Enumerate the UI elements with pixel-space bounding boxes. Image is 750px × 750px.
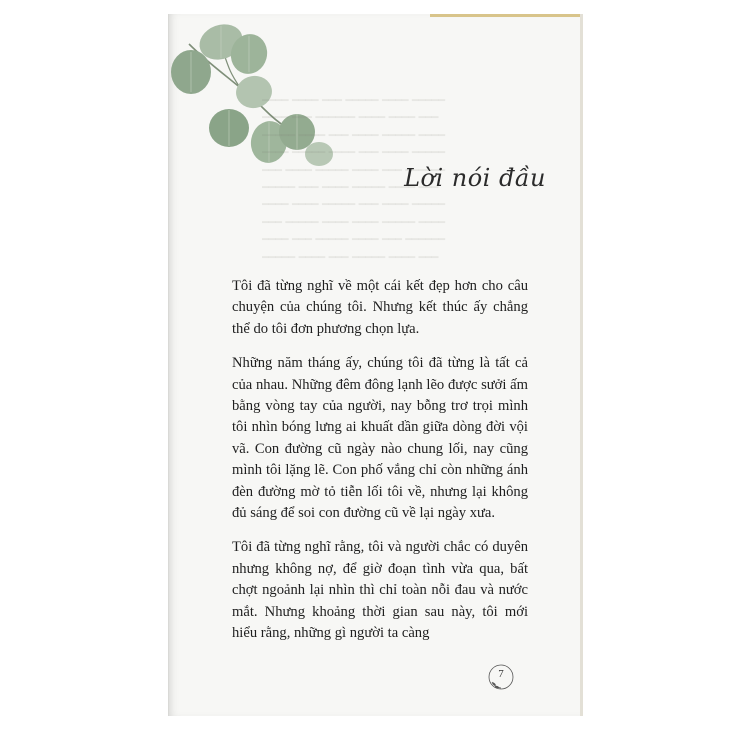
body-text (232, 276, 528, 658)
page-number: 7 (498, 668, 504, 680)
paragraph: Những năm tháng ấy, chúng tôi đã từng là tất cả của nhau. Những đêm đông lạnh lẽo được sưởi ấm bằng vòng tay của người, nay bỗng trơ trọi mình tôi nhìn bóng lưng ai khuất dần giữa dòng đời vội vã. Con đường cũ ngày nào chung lối, nay cũng mình tôi lặng lẽ. Con phố vắng chỉ còn những ánh đèn đường mờ tỏ tiễn lối tôi về, nhưng lại không đủ sáng để soi con đường cũ về lại ngày xưa. (232, 355, 528, 522)
paragraph: Tôi đã từng nghĩ về một cái kết đẹp hơn cho câu chuyện của chúng tôi. Nhưng kết thúc ấy chẳng thể do tôi đơn phương chọn lựa. (232, 278, 528, 337)
page-number-ornament (486, 662, 516, 692)
chapter-title: Lời nói đầu (404, 164, 546, 192)
page-edge-right (580, 14, 583, 716)
paragraph: Tôi đã từng nghĩ rằng, tôi và người chắc có duyên nhưng không nợ, để giờ đoạn tình vừa qua, bất chợt ngoảnh lại nhìn thì chỉ toàn nỗi đau và nước mắt. Nhưng khoảng thời gian sau này, tôi mới hiểu rằng, những gì người ta càng (232, 539, 528, 642)
show-through-texture: ━━━━ ━━━━ ━━━ ━━━━━ ━━━━ ━━━━━ ━━━━ ━━━ ━━━━━━ ━━━━ ━━━━ ━━━ ━━━━━ ━━━━ ━━━ ━━━━ ━━━━━ ━━━━ ━━━━ ━━━━━ ━━━━ ━━━ ━━━━ ━━━━━ ━━━ ━━━━ ━━━━━ ━━━━ ━━━ ━━━━━━ ━━━━━ ━━━ ━━━━ ━━━━━ ━━━━ ━━━ ━━━━ ━━━━ ━━━━━ ━━━ ━━━━ ━━━━━ ━━━ ━━━━━ ━━━━ ━━━━ ━━━━━ ━━━━ ━━━━ ━━━ ━━━━━ ━━━━ ━━━ ━━━━━━ ━━━━━ ━━━━ ━━━ ━━━━━ ━━━━ ━━━ (262, 94, 446, 264)
page-edge-top (430, 14, 582, 17)
